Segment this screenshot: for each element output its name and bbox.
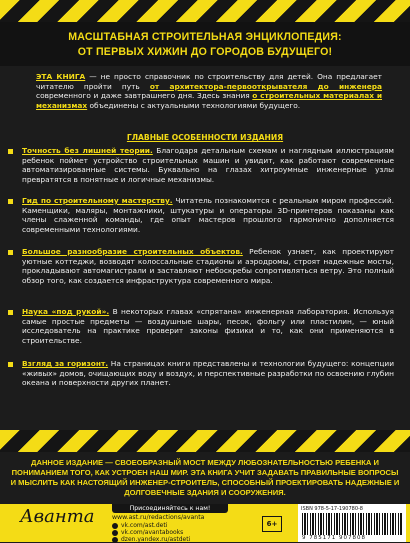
- intro-text-1: — не просто справочник по строительству для детей. Она предлагает читателю пройти путь: [36, 72, 382, 91]
- feature-4-lead: Наука «под рукой».: [22, 307, 110, 316]
- feature-3-text: Ребенок узнает, как проектируют уютные коттеджи, возводят колоссальные стадионы и аэродромы, строят надежные мосты, прокладывают автомагистрали и заставляют небоскребы сопротивляться ветру. Это полный обзор того, как создается инфраструктура современного мира.: [22, 247, 394, 285]
- barcode-box: [298, 504, 406, 542]
- hazard-stripe-top: [0, 0, 410, 22]
- closing-statement: ДАННОЕ ИЗДАНИЕ — СВОЕОБРАЗНЫЙ МОСТ МЕЖДУ ЛЮБОЗНАТЕЛЬНОСТЬЮ РЕБЕНКА И ПОНИМАНИЕМ ТОГО, КАК УСТРОЕН НАШ МИР. ЭТА КНИГА УЧИТ ЗАДАВАТЬ ПРАВИЛЬНЫЕ ВОПРОСЫ И МЫСЛИТЬ КАК НАСТОЯЩИЙ ИНЖЕНЕР-СТРОИТЕЛЬ, СПОСОБНЫЙ ПРОЕКТИРОВАТЬ НАДЕЖНЫЕ И ДОЛГОВЕЧНЫЕ ЗДАНИЯ И СООРУЖЕНИЯ.: [10, 458, 400, 497]
- hazard-stripe-middle: [0, 430, 410, 452]
- bullet-icon: [8, 310, 13, 315]
- bullet-icon: [8, 199, 13, 204]
- join-us-badge: Присоединяйтесь к нам!: [112, 504, 228, 513]
- bullet-icon: [8, 362, 13, 367]
- barcode-icon: [302, 513, 402, 535]
- feature-4-text: В некоторых главах «спрятана» инженерная лаборатория. Используя самые простые предметы — воздушные шары, песок, фольгу или пластилин, — юный исследователь на практике проверит законы физики и то, как они применяются в строительстве.: [22, 307, 395, 345]
- feature-5-lead: Взгляд за горизонт.: [22, 359, 109, 368]
- intro-lead: ЭТА КНИГА: [36, 72, 86, 81]
- intro-paragraph: [36, 72, 382, 110]
- bullet-icon: [8, 149, 13, 154]
- feature-1-lead: Точность без лишней теории.: [22, 146, 153, 155]
- feature-item-3: [22, 247, 394, 285]
- feature-item-2: [22, 196, 394, 234]
- social-link-1[interactable]: vk.com/ast.deti: [112, 522, 167, 529]
- publisher-url[interactable]: www.ast.ru/redactions/avanta: [112, 514, 205, 521]
- intro-text-2: современного и даже завтрашнего дня. Здесь знания: [36, 91, 253, 101]
- features-title: ГЛАВНЫЕ ОСОБЕННОСТИ ИЗДАНИЯ: [126, 133, 284, 142]
- headline-line-2: ОТ ПЕРВЫХ ХИЖИН ДО ГОРОДОВ БУДУЩЕГО!: [77, 46, 333, 58]
- isbn-text: ISBN 978-5-17-190780-8: [301, 506, 363, 512]
- feature-5-text: На страницах книги представлены и технологии будущего: концепции «живых» домов, очищающих воду и воздух, и перспективные разработки по освоению глубин океана и поверхности других планет.: [22, 359, 394, 388]
- feature-item-1: [22, 146, 394, 184]
- vk-icon: [112, 523, 118, 529]
- intro-text-3: объединены с актуальными технологиями будущего.: [87, 100, 301, 110]
- age-rating-badge: 6+: [262, 516, 282, 532]
- intro-highlight-1: от архитектора-первооткрывателя до инженера: [149, 81, 382, 91]
- social-link-3[interactable]: dzen.yandex.ru/astdeti: [112, 536, 190, 543]
- main-content: [0, 66, 410, 430]
- vk-icon: [112, 530, 118, 536]
- feature-2-text: Читатель познакомится с реальным миром профессий. Каменщики, маляры, монтажники, штукатуры и операторы 3D-принтеров показаны как члены слаженной команды, где опыт мастеров прошлого гармонично дополняется современными технологиями.: [22, 196, 395, 234]
- bullet-icon: [8, 250, 13, 255]
- headline-block: [0, 22, 410, 66]
- headline-line-1: МАСШТАБНАЯ СТРОИТЕЛЬНАЯ ЭНЦИКЛОПЕДИЯ:: [68, 31, 342, 43]
- feature-2-lead: Гид по строительному мастерству.: [22, 196, 173, 205]
- intro-highlight-2: о строительных материалах и механизмах: [36, 91, 383, 110]
- barcode-number: 9 785171 907808: [302, 535, 366, 541]
- publisher-logo: Аванта: [20, 506, 95, 527]
- social-link-2[interactable]: vk.com/avantabooks: [112, 529, 183, 536]
- feature-1-text: Благодаря детальным схемам и наглядным иллюстрациям ребенок поймет устройство строительных машин и увидит, как работают современные автоматизированные системы. Буквально на глазах хитроумные инженерные узлы превратятся в понятные и логичные механизмы.: [22, 146, 395, 184]
- feature-item-5: [22, 359, 394, 388]
- feature-3-lead: Большое разнообразие строительных объектов.: [22, 247, 243, 256]
- feature-item-4: [22, 307, 394, 345]
